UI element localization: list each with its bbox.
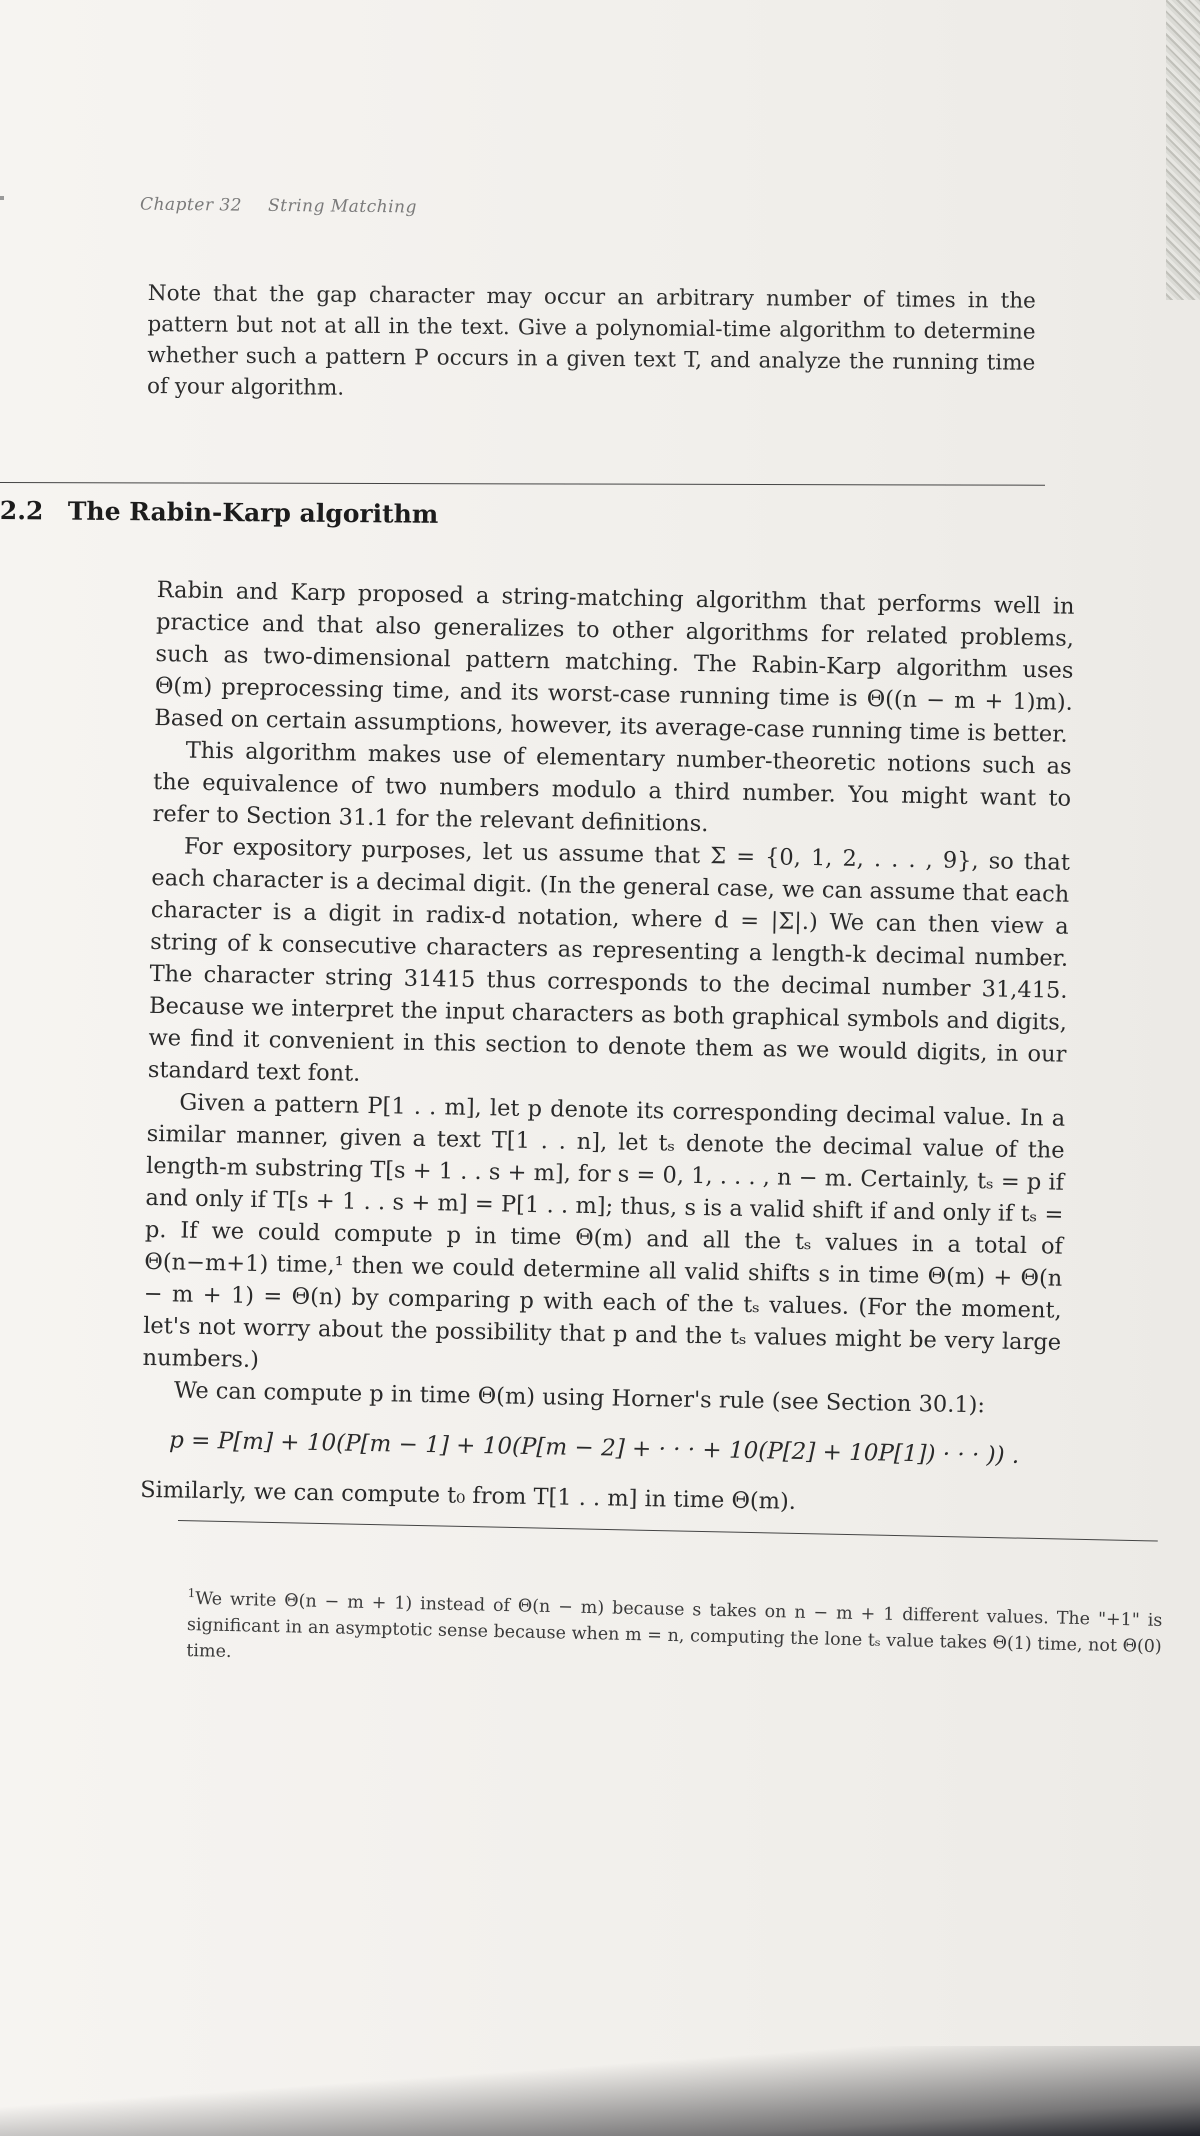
- running-head-chapter: Chapter 32: [139, 194, 243, 216]
- section-title: The Rabin-Karp algorithm: [67, 496, 439, 529]
- footnote-text: We write Θ(n − m + 1) instead of Θ(n − m) because s takes on n − m + 1 different values. The "+1" is significant in an asymptotic sense because when m = n, computing the lone tₛ value takes Θ(1) time, not Θ(0) time.: [186, 1588, 1163, 1662]
- exercise-note: Note that the gap character may occur an arbitrary number of times in the pattern but not at all in the text. Give a polynomial-time algorithm to determine whether such a pattern P occurs in a given text T, and analyze the running time of your algorithm.: [146, 280, 1036, 401]
- footnote-rule: [178, 1520, 1158, 1542]
- paragraph: Given a pattern P[1 . . m], let p denote its corresponding decimal value. In a similar manner, given a text T[1 . . n], let tₛ denote the decimal value of the length-m substring T[s + 1 . . s + m], for s = 0, 1, . . . , n − m. Certainly, tₛ = p if and only if T[s + 1 . . s + m] = P[1 . . m]; thus, s is a valid shift if and only if tₛ = p. If we could compute p in time Θ(m) and all the tₛ values in a total of Θ(n−m+1) time,¹ then we could determine all valid shifts s in time Θ(m) + Θ(n − m + 1) = Θ(n) by comparing p with each of the tₛ values. (For the moment, let's not worry about the possibility that p and the tₛ values might be very large numbers.): [142, 1089, 1066, 1373]
- paragraph: This algorithm makes use of elementary number-theoretic notions such as the equivalence of two numbers modulo a third number. You might want to refer to Section 31.1 for the relevant definitions.: [152, 737, 1072, 838]
- margin-mark: [0, 196, 4, 200]
- paragraph: We can compute p in time Θ(m) using Horner's rule (see Section 30.1):: [173, 1377, 986, 1419]
- bottom-shadow: [0, 2046, 1200, 2136]
- horner-formula: p = P[m] + 10(P[m − 1] + 10(P[m − 2] + · · · + 10(P[2] + 10P[1]) · · · )) .: [168, 1427, 1020, 1469]
- running-head-title: String Matching: [267, 195, 418, 218]
- running-head: [140, 195, 417, 218]
- footnote: [186, 1580, 1163, 1686]
- paragraph: Rabin and Karp proposed a string-matching algorithm that performs well in practice and that also generalizes to other algorithms for related problems, such as two-dimensional pattern matching. The Rabin-Karp algorithm uses Θ(m) preprocessing time, and its worst-case running time is Θ((n − m + 1)m). Based on certain assumptions, however, its average-case running time is better.: [154, 576, 1075, 748]
- paragraph: For expository purposes, let us assume that Σ = {0, 1, 2, . . . , 9}, so that each character is a decimal digit. (In the general case, we can assume that each character is a digit in radix-d notation, where d = |Σ|.) We can then view a string of k consecutive characters as representing a length-k decimal number. The character string 31415 thus corresponds to the decimal number 31,415. Because we interpret the input characters as both graphical symbols and digits, we find it convenient in this section to denote them as we would digits, in our standard text font.: [147, 833, 1071, 1087]
- paragraph: Similarly, we can compute t₀ from T[1 . . m] in time Θ(m).: [139, 1476, 797, 1515]
- section-number: 2.2: [0, 496, 44, 526]
- section-body: [140, 574, 1075, 1523]
- section-heading: [0, 496, 438, 529]
- page-edge-texture: [1166, 0, 1200, 300]
- section-rule: [0, 482, 1045, 486]
- footnote-mark: 1: [187, 1585, 196, 1601]
